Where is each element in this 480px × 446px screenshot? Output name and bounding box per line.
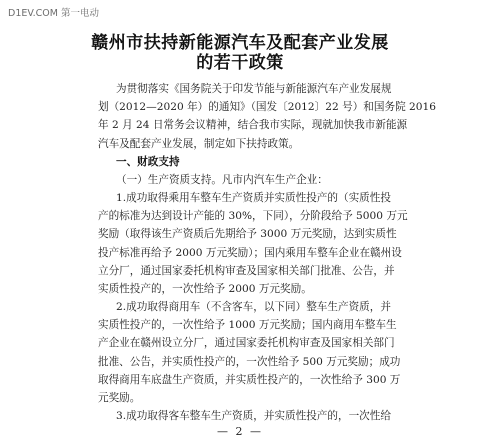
body-line-10: 投产标准再给予 2000 万元奖励）；国内乘用车整车企业在赣州设 — [98, 247, 402, 259]
body-line-16: 批准、公告，并实质性投产的，一次性给予 500 万元奖励；成功 — [98, 356, 401, 368]
section-heading-financial-support: 一、财政支持 — [116, 156, 180, 168]
body-line-2: 划（2012—2020 年）的通知》（国发〔2012〕22 号）和国务院 2016 — [98, 101, 436, 113]
body-line-8: 产的标准为达到设计产能的 30%，下同），分阶段给予 5000 万元 — [98, 210, 408, 222]
document-title-line-1: 赣州市扶持新能源汽车及配套产业发展 — [91, 33, 389, 53]
body-line-15: 产企业在赣州设立分厂，通过国家委托机构审查及国家相关部门 — [98, 337, 395, 349]
body-line-1: 为贯彻落实《国务院关于印发节能与新能源汽车产业发展规 — [116, 83, 392, 95]
body-line-19: 3.成功取得客车整车生产资质，并实质性投产的，一次性给 — [116, 410, 391, 422]
site-watermark: D1EV.COM 第一电动 — [8, 8, 99, 19]
body-line-7: 1.成功取得乘用车整车生产资质并实质性投产的（实质性投 — [116, 192, 391, 204]
body-line-17: 取得商用车底盘生产资质，并实质性投产的，一次性给予 300 万 — [98, 374, 401, 386]
body-line-3: 年 2 月 24 日常务会议精神，结合我市实际，现就加快我市新能源 — [98, 119, 408, 131]
body-line-11: 立分厂，通过国家委托机构审查及国家相关部门批准、公告，并 — [98, 265, 395, 277]
subsection-heading-qualification: （一）生产资质支持。凡市内汽车生产企业： — [116, 174, 328, 186]
body-line-12: 实质性投产的，一次性给予 2000 万元奖励。 — [98, 283, 312, 295]
body-line-9: 奖励（取得该生产资质后先期给予 3000 万元奖励，达到实质性 — [98, 228, 397, 240]
body-line-14: 实质性投产的，一次性给予 1000 万元奖励；国内商用车整车生 — [98, 319, 397, 331]
document-title-line-2: 的若干政策 — [196, 53, 284, 73]
body-line-4: 汽车及配套产业发展，制定如下扶持政策。 — [98, 138, 300, 150]
body-line-18: 元奖励。 — [98, 392, 141, 404]
page-number: — 2 — — [217, 425, 263, 438]
body-line-13: 2.成功取得商用车（不含客车，以下同）整车生产资质，并 — [116, 301, 391, 313]
